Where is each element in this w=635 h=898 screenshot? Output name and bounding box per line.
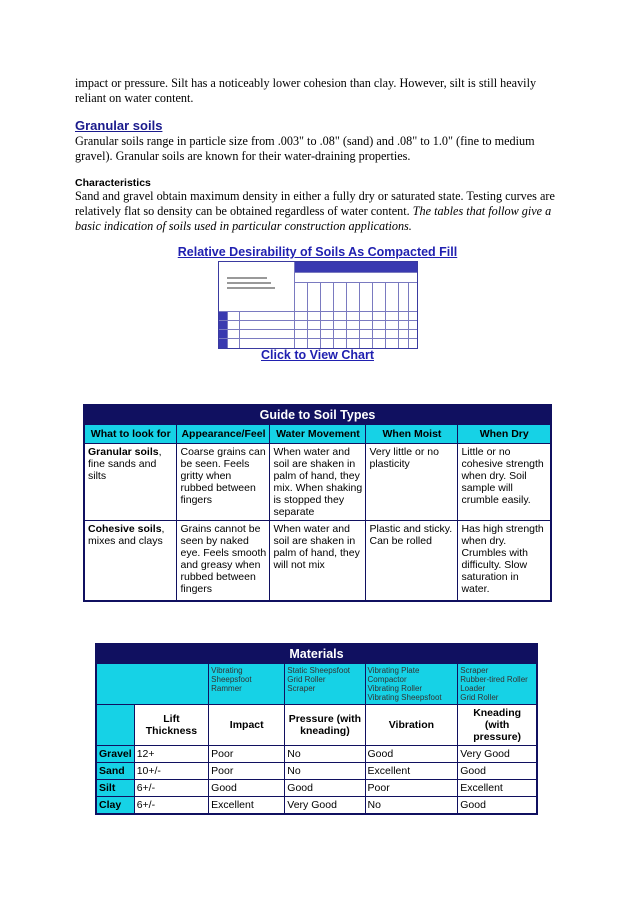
table-row [96,797,537,815]
soil-type-name: Granular soils [88,446,159,458]
characteristics-paragraph [75,189,560,234]
water-movement-cell: When water and soil are shaken in palm of hand, they will not mix [270,521,366,601]
chart-thumbnail-image[interactable] [218,261,418,349]
table-row [96,780,537,797]
lift-thickness-cell: 10+/- [134,763,208,780]
equipment-item: Rammer [211,684,242,693]
impact-cell: Poor [209,746,285,763]
vibration-cell: Excellent [365,763,458,780]
soil-type-detail: , mixes and clays [88,523,165,547]
material-header-lift-thickness: Lift Thickness [134,705,208,746]
soil-types-table [83,404,552,602]
equipment-item: Scraper [460,666,489,675]
equipment-item: Vibrating Sheepsfoot [211,666,252,684]
granular-soils-heading: Granular soils [75,118,163,133]
equipment-impact-cell [209,664,285,705]
when-dry-cell: Little or no cohesive strength when dry. Soil sample will crumble easily. [458,444,551,521]
soil-type-detail: , fine sands and silts [88,446,162,482]
vibration-cell: Good [365,746,458,763]
impact-cell: Poor [209,763,285,780]
appearance-cell: Coarse grains can be seen. Feels gritty when rubbed between fingers [177,444,270,521]
impact-cell: Good [209,780,285,797]
equipment-item: Grid Roller [287,675,326,684]
equipment-item: Vibrating Roller [367,684,423,693]
material-header-kneading: Kneading (with pressure) [458,705,537,746]
vibration-cell: Poor [365,780,458,797]
table-row [96,746,537,763]
table-row [84,444,551,521]
soil-header-water-movement: Water Movement [270,425,366,444]
characteristics-italic-text: The tables that follow give a basic indication of soils used in particular construction applications. [75,204,552,233]
when-moist-cell: Very little or no plasticity [366,444,458,521]
equipment-item: Scraper [287,684,316,693]
equipment-pressure-cell [285,664,365,705]
equipment-kneading-cell [458,664,537,705]
soil-type-name: Cohesive soils [88,523,162,535]
pressure-cell: Very Good [285,797,365,815]
table-row [84,521,551,601]
soil-header-when-dry: When Dry [458,425,551,444]
kneading-cell: Excellent [458,780,537,797]
pressure-cell: Good [285,780,365,797]
chart-link-title[interactable]: Relative Desirability of Soils As Compacted Fill [177,245,458,259]
equipment-item: Vibrating Plate Compactor [367,666,420,684]
soil-header-what-to-look-for: What to look for [84,425,177,444]
pressure-cell: No [285,746,365,763]
equipment-item: Rubber-tired Roller [460,675,528,684]
materials-table-title: Materials [96,644,537,664]
characteristics-heading: Characteristics [75,177,151,189]
equipment-item: Grid Roller [460,693,499,702]
lift-thickness-cell: 12+ [134,746,208,763]
vibration-cell: No [365,797,458,815]
soil-header-when-moist: When Moist [366,425,458,444]
lift-thickness-cell: 6+/- [134,780,208,797]
thumbnail-legend [227,274,279,296]
pressure-cell: No [285,763,365,780]
material-header-pressure: Pressure (with kneading) [285,705,365,746]
soil-header-appearance: Appearance/Feel [177,425,270,444]
when-moist-cell: Plastic and sticky. Can be rolled [366,521,458,601]
material-header-blank [96,705,134,746]
kneading-cell: Very Good [458,746,537,763]
material-name: Sand [96,763,134,780]
granular-soils-paragraph: Granular soils range in particle size from .003" to .08" (sand) and .08" to 1.0" (fine to medium gravel). Granular soils are known for their water-draining properties. [75,134,535,163]
view-chart-link[interactable]: Click to View Chart [261,348,374,362]
kneading-cell: Good [458,763,537,780]
kneading-cell: Good [458,797,537,815]
materials-table [95,643,538,815]
soil-type-cell [84,444,177,521]
soil-type-cell [84,521,177,601]
impact-cell: Excellent [209,797,285,815]
material-name: Silt [96,780,134,797]
material-header-vibration: Vibration [365,705,458,746]
equipment-item: Vibrating Sheepsfoot [367,693,442,702]
material-name: Clay [96,797,134,815]
table-row [96,763,537,780]
equipment-blank-cell [96,664,209,705]
equipment-item: Static Sheepsfoot [287,666,351,675]
lift-thickness-cell: 6+/- [134,797,208,815]
equipment-item: Loader [460,684,486,693]
intro-paragraph: impact or pressure. Silt has a noticeably lower cohesion than clay. However, silt is still heavily reliant on water content. [75,76,537,105]
soil-table-title: Guide to Soil Types [84,405,551,425]
characteristics-text: Sand and gravel obtain maximum density in either a fully dry or saturated state. Testing curves are relatively flat so density can be obtained regardless of water content. [75,189,555,218]
when-dry-cell: Has high strength when dry. Crumbles with difficulty. Slow saturation in water. [458,521,551,601]
equipment-vibration-cell [365,664,458,705]
water-movement-cell: When water and soil are shaken in palm of hand, they mix. When shaking is stopped they separate [270,444,366,521]
material-header-impact: Impact [209,705,285,746]
material-name: Gravel [96,746,134,763]
thumbnail-header-band [294,262,417,272]
appearance-cell: Grains cannot be seen by naked eye. Feels smooth and greasy when rubbed between fingers [177,521,270,601]
